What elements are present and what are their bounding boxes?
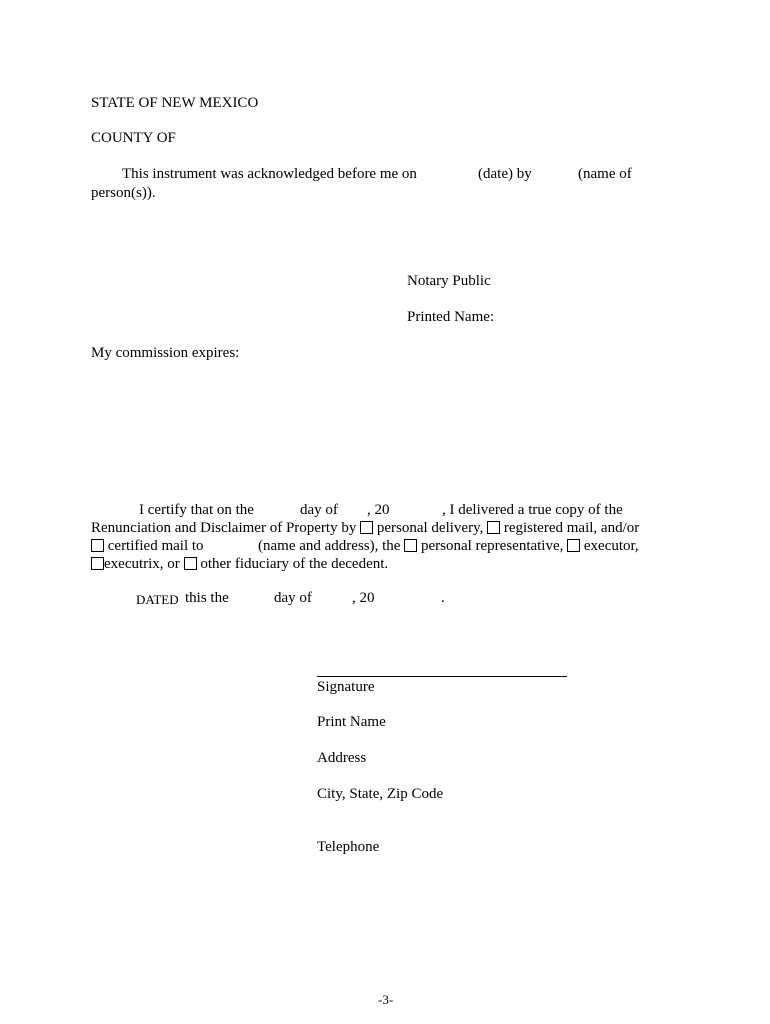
state-heading: STATE OF NEW MEXICO bbox=[91, 95, 259, 111]
certificate-line-2 bbox=[91, 520, 639, 537]
certify-lead: I certify that on the bbox=[139, 502, 254, 518]
telephone-label: Telephone bbox=[317, 839, 380, 855]
certify-day-of: day of bbox=[300, 502, 338, 518]
other-fiduciary-checkbox[interactable] bbox=[184, 557, 197, 570]
dated-day-of: day of bbox=[274, 590, 312, 606]
printed-name-label: Printed Name: bbox=[407, 309, 495, 325]
other-fiduciary-label: other fiduciary of the decedent. bbox=[200, 556, 389, 572]
certified-mail-checkbox[interactable] bbox=[91, 539, 104, 552]
date-by-label: (date) by bbox=[478, 166, 532, 182]
certify-delivered: , I delivered a true copy of the bbox=[442, 502, 623, 518]
registered-mail-checkbox[interactable] bbox=[487, 521, 500, 534]
executor-checkbox[interactable] bbox=[567, 539, 580, 552]
persons-label: person(s)). bbox=[91, 185, 156, 201]
personal-delivery-label: personal delivery, bbox=[376, 520, 484, 536]
page-number: -3- bbox=[378, 992, 394, 1007]
certificate-line-3 bbox=[91, 538, 204, 555]
county-heading: COUNTY OF bbox=[91, 130, 176, 146]
signature-label: Signature bbox=[317, 679, 375, 695]
dated-year: , 20 bbox=[352, 590, 375, 606]
personal-representative-label: personal representative, bbox=[420, 538, 564, 554]
registered-mail-label: registered mail, and/or bbox=[503, 520, 640, 536]
certified-mail-label: certified mail to bbox=[107, 538, 204, 554]
dated-this-the: this the bbox=[185, 590, 229, 606]
dated-period: . bbox=[441, 590, 445, 606]
city-state-zip-label: City, State, Zip Code bbox=[317, 786, 444, 802]
personal-delivery-checkbox[interactable] bbox=[360, 521, 373, 534]
executor-label: executor, bbox=[583, 538, 639, 554]
notary-public-label: Notary Public bbox=[407, 273, 491, 289]
dated-label: DATED bbox=[136, 592, 179, 607]
renunciation-text: Renunciation and Disclaimer of Property by bbox=[91, 520, 357, 536]
certificate-line-4 bbox=[91, 556, 388, 573]
personal-representative-checkbox[interactable] bbox=[404, 539, 417, 552]
name-address-label: (name and address), the bbox=[258, 538, 401, 554]
certificate-line-3b bbox=[258, 538, 639, 555]
commission-expires-label: My commission expires: bbox=[91, 345, 240, 361]
name-of-label: (name of bbox=[578, 166, 632, 182]
address-label: Address bbox=[317, 750, 367, 766]
print-name-label: Print Name bbox=[317, 714, 386, 730]
signature-line bbox=[317, 676, 567, 677]
executrix-checkbox[interactable] bbox=[91, 557, 104, 570]
acknowledgment-lead: This instrument was acknowledged before me on bbox=[122, 166, 417, 182]
certify-year: , 20 bbox=[367, 502, 390, 518]
executrix-label: executrix, or bbox=[104, 556, 180, 572]
